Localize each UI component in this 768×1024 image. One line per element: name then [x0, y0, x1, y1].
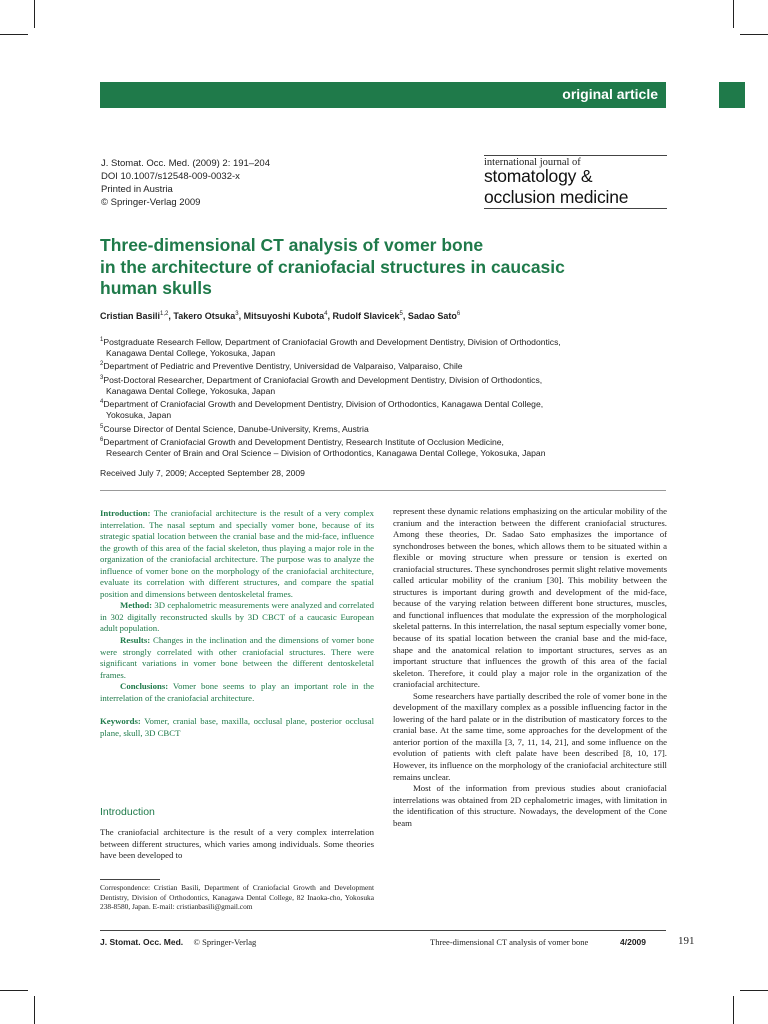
body-paragraph: represent these dynamic relations emphasizing on the articular mobility of the cranium and the interaction between the different craniofacial structures. Among these theories, Dr. Sadao Sato emphasizes the importance of synchondroses between the bones, which allows them to be situated within a flexible or moving structure when pressure or tension is exerted on craniofacial structures. These synchondroses permit slight relative movements called articular mobility of the cranium [30]. This mobility between the structures is important during growth and development of the mid-face, because of the varying relation between different bone structures, muscles, and functional influences that modulate the expression of the morphological skeletal patterns. In this interrelation, the nasal septum especially vomer bone, because of its spatial location between the cranial base and the mid-face, shape and the anatomical relation to important structures, serves as an important structure that influences the growth of this area of the facial skeleton. Therefore, it could play a major role in the organization of the craniofacial architecture. — [393, 506, 667, 690]
footnote-rule — [100, 879, 160, 880]
affiliation-text: Kanagawa Dental College, Yokosuka, Japan — [106, 385, 276, 396]
affiliation-text: Department of Craniofacial Growth and Development Dentistry, Research Institute of Occlusion Medicine, — [103, 436, 504, 447]
citation-line: J. Stomat. Occ. Med. (2009) 2: 191–204 — [101, 158, 270, 169]
author-list: Cristian Basili$^{1,2}$, Takero Otsuka$^3$, Mitsuyoshi Kubota$^4$, Rudolf Slavicek$^5$, Sadao Sato$^6$ — [100, 311, 461, 321]
doi-line[interactable]: DOI 10.1007/s12548-009-0032-x — [101, 171, 240, 182]
abstract-text: Changes in the inclination and the dimensions of vomer bone were strongly correlated with other craniofacial structures. There were significant variations in vomer bone between the different dentoskeletal frames. — [100, 635, 375, 680]
crop-mark — [740, 34, 768, 35]
keywords-text: Vomer, cranial base, maxilla, occlusal plane, posterior occlusal plane, skull, 3D CBCT — [100, 716, 374, 738]
affiliation-number: 3 — [100, 374, 104, 381]
crop-mark — [740, 990, 768, 991]
crop-mark — [34, 0, 35, 28]
abstract-text: The craniofacial architecture is the result of a very complex interrelation. The nasal septum and specially vomer bone, because of its strategic spatial location between the cranial base and the mid-face, influence the growth of this area of the facial skeleton, thus playing a major role in the organization of the craniofacial architecture. The purpose was to analyze the influence of vomer bone on the morphology of the craniofacial architecture, evaluate its correlation with different structures, and compare the spatial position and dimensions between dentoskeletal frames. — [100, 508, 375, 599]
footer-journal — [100, 937, 256, 947]
article-type-banner — [100, 82, 666, 108]
journal-rule — [484, 155, 667, 156]
affiliation-text: Department of Craniofacial Growth and Development Dentistry, Division of Orthodontics, Kanagawa Dental College, — [103, 398, 544, 409]
abstract-introduction — [100, 508, 374, 600]
affiliation — [100, 373, 660, 386]
affiliation-text: Yokosuka, Japan — [106, 410, 172, 421]
affiliation — [100, 397, 660, 410]
introduction-paragraph: The craniofacial architecture is the result of a very complex interrelation between different structures, which varies among individuals. Some theories have been developed to — [100, 827, 374, 861]
abstract-method — [100, 600, 374, 635]
author-name: Sadao Sato — [407, 311, 457, 321]
author-affiliation-ref: 5 — [399, 311, 403, 317]
crop-mark — [34, 996, 35, 1024]
abstract-results — [100, 635, 374, 681]
abstract-text: Vomer bone seems to play an important role in the interrelation of the craniofacial architecture. — [100, 681, 375, 703]
affiliation-text: Department of Pediatric and Preventive Dentistry, Universidad de Valparaiso, Valparaiso, Chile — [103, 361, 463, 372]
page-number: 191 — [678, 935, 695, 947]
affiliation-text: Research Center of Brain and Oral Science – Division of Orthodontics, Kanagawa Dental College, Yokosuka, Japan — [106, 447, 546, 458]
corner-square — [719, 82, 745, 108]
affiliation-text: Post-Doctoral Researcher, Department of Craniofacial Growth and Development Dentistry, Division of Orthodontics, — [103, 374, 543, 385]
affiliation-number: 6 — [100, 436, 104, 443]
journal-name-line: stomatology & — [484, 166, 593, 186]
received-dates: Received July 7, 2009; Accepted September 28, 2009 — [100, 468, 305, 478]
crop-mark — [733, 0, 734, 28]
affiliation — [100, 422, 660, 435]
crop-mark — [733, 996, 734, 1024]
abstract — [100, 508, 374, 739]
abstract-conclusions — [100, 681, 374, 704]
crop-mark — [0, 990, 28, 991]
title-line: Three-dimensional CT analysis of vomer bone — [100, 235, 484, 255]
abstract-label: Results: — [120, 635, 151, 646]
author-name: Cristian Basili — [100, 311, 161, 321]
affiliation-number: 5 — [100, 423, 104, 430]
affiliation-text: Course Director of Dental Science, Danube-University, Krems, Austria — [103, 423, 369, 434]
title-line: human skulls — [100, 278, 212, 298]
author-name: Rudolf Slavicek — [332, 311, 400, 321]
section-heading-introduction: Introduction — [100, 806, 155, 818]
correspondence-note: Correspondence: Cristian Basili, Department of Craniofacial Growth and Development Dentistry, Division of Orthodontics, Kanagawa Dental College, 82 Inaoka-cho, Yokosuka 238-8580, Japan. E-mail: cristianbasili@gmail.com — [100, 883, 374, 912]
footer-publisher: © Springer-Verlag — [193, 937, 257, 947]
affiliations — [100, 335, 660, 459]
footer-issue: 4/2009 — [620, 937, 646, 947]
citation-line: © Springer-Verlag 2009 — [101, 197, 201, 208]
article-type-label: original article — [562, 86, 658, 102]
author-affiliation-ref: 4 — [324, 311, 328, 317]
abstract-label: Conclusions: — [120, 681, 169, 692]
affiliation — [100, 359, 660, 372]
journal-rule — [484, 208, 667, 209]
journal-name-small: international journal of — [484, 157, 581, 168]
journal-name-line: occlusion medicine — [484, 187, 629, 207]
body-paragraph: Some researchers have partially described the role of vomer bone in the development of the maxillary complex as a possible influencing factor in the lowering of the hard palate or in the distribution of masticatory forces to the cranial base. At the same time, some approaches for the development of the anterior portion of the maxilla [3, 7, 11, 14, 21], and some influence on the evolution of patients with cleft palate have been described [8, 10, 17]. However, its influence on the morphology of the craniofacial architecture still remains unclear. — [393, 690, 667, 782]
section-rule — [100, 490, 666, 491]
abstract-label: Introduction: — [100, 508, 151, 518]
body-paragraph: Most of the information from previous studies about craniofacial interrelations was obtained from 2D cephalometric images, with limitation in the identification of this structure. Nowadays, the development of the Cone beam — [393, 783, 667, 828]
keywords — [100, 716, 374, 739]
author-name: Mitsuyoshi Kubota — [243, 311, 325, 321]
author-affiliation-ref: 3 — [235, 311, 239, 317]
footer-journal-name: J. Stomat. Occ. Med. — [100, 937, 184, 947]
author-name: Takero Otsuka — [173, 311, 236, 321]
affiliation — [100, 335, 660, 348]
running-title: Three-dimensional CT analysis of vomer bone — [430, 937, 589, 947]
author-affiliation-ref: 1,2 — [160, 311, 169, 317]
affiliation-number: 4 — [100, 399, 104, 406]
journal-name — [484, 166, 628, 208]
affiliation-number: 2 — [100, 361, 104, 368]
abstract-label: Method: — [120, 600, 153, 611]
author-affiliation-ref: 6 — [456, 311, 461, 317]
affiliation-number: 1 — [100, 337, 104, 343]
affiliation-text: Kanagawa Dental College, Yokosuka, Japan — [106, 348, 276, 359]
abstract-text: 3D cephalometric measurements were analyzed and correlated in 302 digitally reconstructed skulls by 3D CBCT of a caucasic European adult population. — [100, 600, 374, 634]
title-line: in the architecture of craniofacial structures in caucasic — [100, 256, 565, 277]
citation-line: Printed in Austria — [101, 184, 173, 195]
affiliation — [100, 435, 660, 448]
affiliation-text: Postgraduate Research Fellow, Department of Craniofacial Growth and Development Dentistry, Division of Orthodontics, — [103, 336, 561, 347]
crop-mark — [0, 34, 28, 35]
body-column-right — [393, 506, 667, 829]
article-title — [100, 235, 670, 300]
keywords-label: Keywords: — [100, 716, 141, 727]
citation-block — [101, 157, 401, 209]
footer-rule — [100, 930, 666, 931]
